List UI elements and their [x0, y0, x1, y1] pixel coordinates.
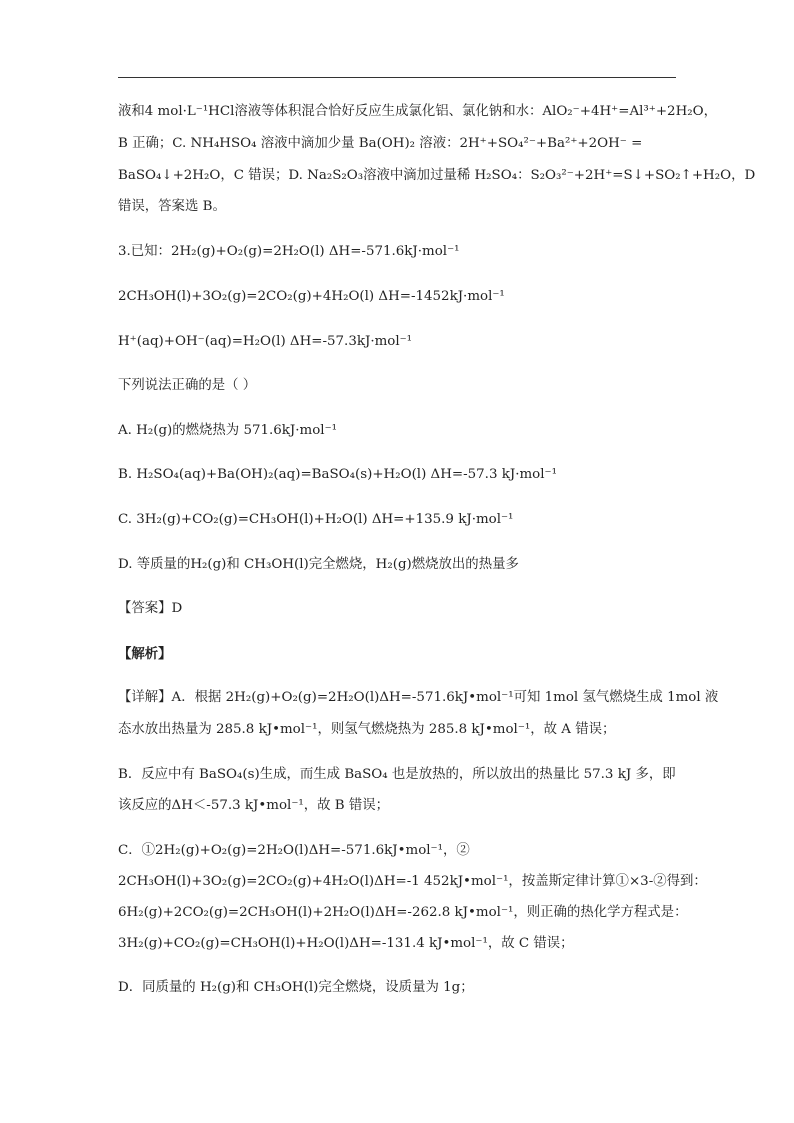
- explanation-line: B．反应中有 BaSO₄(s)生成，而生成 BaSO₄ 也是放热的，所以放出的热量比 57.3 kJ 多，即: [118, 767, 676, 782]
- explanation-line: 态水放出热量为 285.8 kJ•mol⁻¹，则氢气燃烧热为 285.8 kJ•mol⁻¹，故 A 错误；: [118, 722, 616, 737]
- explanation-line: 2CH₃OH(l)+3O₂(g)=2CO₂(g)+4H₂O(l)ΔH=-1 452kJ•mol⁻¹，按盖斯定律计算①×3-②得到：: [118, 874, 707, 889]
- question-line: H⁺(aq)+OH⁻(aq)=H₂O(l) ΔH=-57.3kJ·mol⁻¹: [118, 334, 413, 349]
- option-d: D. 等质量的H₂(g)和 CH₃OH(l)完全燃烧，H₂(g)燃烧放出的热量多: [118, 557, 519, 572]
- text-line: B 正确；C. NH₄HSO₄ 溶液中滴加少量 Ba(OH)₂ 溶液：2H⁺+SO₄²⁻+Ba²⁺+2OH⁻ =: [118, 136, 643, 151]
- text-line: 错误，答案选 B。: [118, 199, 226, 214]
- text-line: BaSO₄↓+2H₂O，C 错误；D. Na₂S₂O₃溶液中滴加过量稀 H₂SO₄：S₂O₃²⁻+2H⁺=S↓+SO₂↑+H₂O，D: [118, 168, 756, 183]
- explanation-line: C．①2H₂(g)+O₂(g)=2H₂O(l)ΔH=-571.6kJ•mol⁻¹，②: [118, 843, 470, 858]
- explanation-line: 该反应的ΔH＜-57.3 kJ•mol⁻¹，故 B 错误；: [118, 798, 390, 813]
- question-line: 2CH₃OH(l)+3O₂(g)=2CO₂(g)+4H₂O(l) ΔH=-1452kJ·mol⁻¹: [118, 289, 505, 304]
- option-c: C. 3H₂(g)+CO₂(g)=CH₃OH(l)+H₂O(l) ΔH=+135.9 kJ·mol⁻¹: [118, 512, 514, 527]
- explanation-line: 3H₂(g)+CO₂(g)=CH₃OH(l)+H₂O(l)ΔH=-131.4 kJ•mol⁻¹，故 C 错误；: [118, 936, 574, 951]
- header-rule: [118, 77, 676, 78]
- explanation-line: D．同质量的 H₂(g)和 CH₃OH(l)完全燃烧，设质量为 1g；: [118, 980, 474, 995]
- explanation-line: 6H₂(g)+2CO₂(g)=2CH₃OH(l)+2H₂O(l)ΔH=-262.8 kJ•mol⁻¹，则正确的热化学方程式是：: [118, 905, 688, 920]
- question-line: 下列说法正确的是（ ）: [118, 378, 257, 393]
- analysis-heading: 【解析】: [118, 646, 172, 662]
- option-a: A. H₂(g)的燃烧热为 571.6kJ·mol⁻¹: [118, 423, 338, 438]
- question-line: 3.已知：2H₂(g)+O₂(g)=2H₂O(l) ΔH=-571.6kJ·mol⁻¹: [118, 244, 460, 259]
- option-b: B. H₂SO₄(aq)+Ba(OH)₂(aq)=BaSO₄(s)+H₂O(l) ΔH=-57.3 kJ·mol⁻¹: [118, 467, 557, 482]
- answer-line: 【答案】D: [118, 601, 183, 616]
- text-line: 液和4 mol·L⁻¹HCl溶液等体积混合恰好反应生成氯化铝、氯化钠和水：AlO₂⁻+4H⁺=Al³⁺+2H₂O，: [118, 104, 717, 119]
- explanation-line: 【详解】A．根据 2H₂(g)+O₂(g)=2H₂O(l)ΔH=-571.6kJ•mol⁻¹可知 1mol 氢气燃烧生成 1mol 液: [118, 690, 719, 705]
